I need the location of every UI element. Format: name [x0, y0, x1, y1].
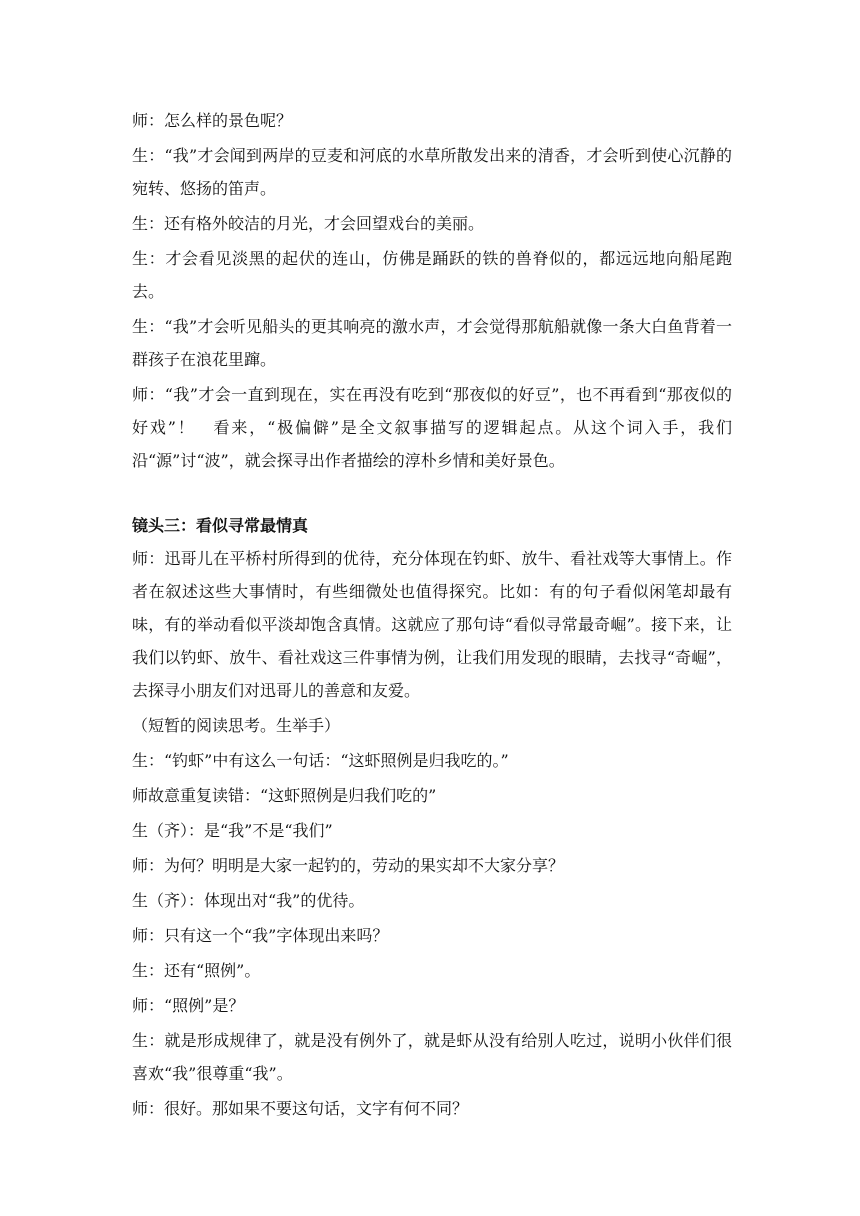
- document-page: [132, 104, 732, 1127]
- dialogue-line: 师：迅哥儿在平桥村所得到的优待，充分体现在钓虾、放牛、看社戏等大事情上。作者在叙述这些大事情时，有些细微处也值得探究。比如：有的句子看似闲笔却最有味，有的举动看似平淡却饱含真情。这就应了那句诗“看似寻常最奇崛”。接下来，让我们以钓虾、放牛、看社戏这三件事情为例，让我们用发现的眼睛，去找寻“奇崛”，去探寻小朋友们对迅哥儿的善意和友爱。: [132, 549, 732, 700]
- dialogue-line: 师：“我”才会一直到现在，实在再没有吃到“那夜似的好豆”，也不再看到“那夜似的好戏”！ 看来，“极偏僻”是全文叙事描写的逻辑起点。从这个词入手，我们沿“源”讨“波”，就会探寻出作者描绘的淳朴乡情和美好景色。: [132, 385, 732, 470]
- dialogue-line: 师：只有这一个“我”字体现出来吗？: [132, 926, 389, 945]
- dialogue-line: 生（齐）：体现出对“我”的优待。: [132, 891, 365, 910]
- dialogue-line: 师故意重复读错：“这虾照例是归我们吃的”: [132, 786, 437, 805]
- dialogue-line: 生：“我”才会闻到两岸的豆麦和河底的水草所散发出来的清香，才会听到使心沉静的宛转、悠扬的笛声。: [132, 146, 732, 198]
- dialogue-line: 生（齐）：是“我”不是“我们”: [132, 821, 333, 840]
- dialogue-line: 生：才会看见淡黑的起伏的连山，仿佛是踊跃的铁的兽脊似的，都远远地向船尾跑去。: [132, 249, 732, 301]
- dialogue-line: 师：怎么样的景色呢？: [132, 111, 293, 130]
- dialogue-line: 生：还有“照例”。: [132, 961, 261, 980]
- dialogue-line: 师：很好。那如果不要这句话，文字有何不同？: [132, 1099, 469, 1118]
- section-heading: 镜头三：看似寻常最情真: [132, 516, 309, 535]
- dialogue-line: 生：还有格外皎洁的月光，才会回望戏台的美丽。: [132, 214, 485, 233]
- section-spacer: [132, 479, 732, 509]
- dialogue-line: 师：“照例”是？: [132, 996, 245, 1015]
- dialogue-line: 生：“钓虾”中有这么一句话：“这虾照例是归我吃的。”: [132, 751, 509, 770]
- dialogue-line: 师：为何？明明是大家一起钓的，劳动的果实却不大家分享？: [132, 856, 565, 875]
- dialogue-line: （短暂的阅读思考。生举手）: [132, 716, 341, 735]
- dialogue-line: 生：就是形成规律了，就是没有例外了，就是虾从没有给别人吃过，说明小伙伴们很喜欢“我”很尊重“我”。: [132, 1031, 732, 1083]
- dialogue-line: 生：“我”才会听见船头的更其响亮的激水声，才会觉得那航船就像一条大白鱼背着一群孩子在浪花里蹿。: [132, 317, 732, 369]
